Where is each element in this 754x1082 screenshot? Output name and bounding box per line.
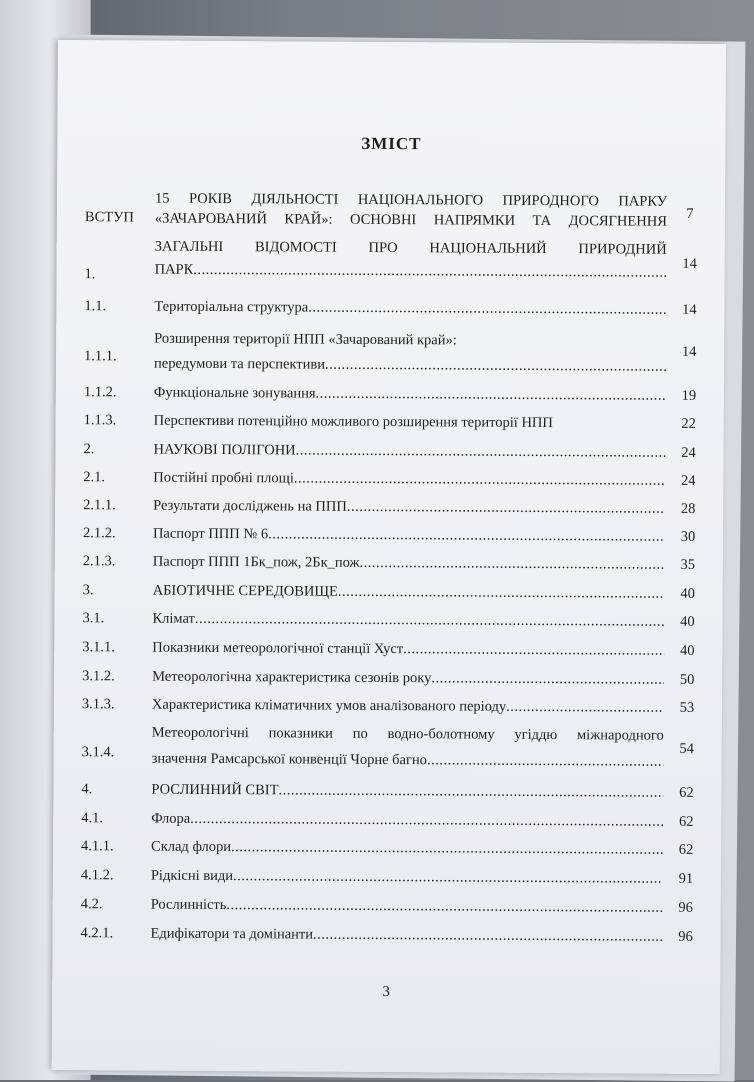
dot-leader (427, 750, 664, 771)
toc-number: 2.1. (83, 469, 106, 486)
dot-leader (268, 524, 665, 546)
toc-title-line: значення Рамсарської конвенції Чорне багно (151, 750, 428, 769)
toc-page: 91 (678, 870, 694, 887)
dot-leader (506, 697, 664, 718)
toc-page: 14 (682, 301, 697, 318)
dot-leader (313, 925, 663, 947)
toc-entry[interactable] (54, 722, 722, 769)
toc-entry[interactable] (55, 495, 723, 517)
toc-page: 62 (679, 784, 694, 801)
dot-leader (347, 497, 665, 519)
toc-page: 50 (679, 671, 695, 688)
toc-title-line: Метеорологічні показники по водно-болотному угіддю міжнародного (151, 724, 664, 744)
toc-title: Метеорологічна характеристика сезонів року (152, 668, 432, 687)
toc-entry[interactable] (53, 894, 721, 916)
toc-number: 2.1.3. (82, 553, 116, 570)
page-number: 3 (382, 983, 390, 1001)
toc-title-line: ПАРК (154, 261, 194, 278)
toc-number: 3.1.3. (81, 696, 115, 713)
dot-leader (296, 440, 666, 462)
toc-number: ВСТУП (84, 209, 134, 226)
toc-entry[interactable] (56, 328, 724, 373)
toc-entry[interactable] (56, 439, 724, 461)
toc-title-line: 15 РОКІВ ДІЯЛЬНОСТІ НАЦІОНАЛЬНОГО ПРИРОДНОГО ПАРКУ (154, 190, 668, 210)
toc-title: Результати досліджень на ППП (153, 497, 347, 515)
toc-entry[interactable] (53, 808, 721, 830)
toc-title: Флора (151, 810, 191, 827)
toc-title: Функціональне зонування (153, 384, 316, 402)
toc-number: 4.2.1. (80, 925, 114, 942)
toc-page: 96 (678, 899, 694, 916)
dot-leader (308, 298, 666, 320)
toc-number: 1.1.1. (84, 348, 117, 365)
toc-title: Рослинність (150, 896, 227, 914)
toc-title-line: Розширення території НПП «Зачарований край»: (154, 330, 457, 349)
toc-entry[interactable] (54, 666, 722, 688)
toc-entry[interactable] (54, 637, 722, 659)
dot-leader (190, 809, 663, 832)
toc-entry[interactable] (53, 836, 721, 858)
toc-title: Паспорт ППП № 6 (152, 525, 269, 543)
toc-number: 4.2. (80, 896, 103, 913)
toc-entry[interactable] (57, 236, 725, 283)
dot-leader (195, 609, 665, 632)
toc-title-line: ЗАГАЛЬНІ ВІДОМОСТІ ПРО НАЦІОНАЛЬНИЙ ПРИРОДНИЙ (154, 238, 667, 258)
toc-entry[interactable] (53, 779, 721, 801)
toc-page: 28 (680, 500, 696, 517)
dot-leader (231, 837, 663, 860)
toc-page: 62 (678, 841, 694, 858)
toc-number: 4. (81, 781, 93, 798)
toc-title: Паспорт ППП 1Бк_пож, 2Бк_пож (152, 553, 360, 571)
toc-entry[interactable] (57, 188, 725, 230)
toc-title: Едифікатори та домінанти (150, 925, 314, 943)
toc-page: 35 (680, 556, 696, 573)
toc-entry[interactable] (53, 865, 721, 887)
toc-title: АБІОТИЧНЕ СЕРЕДОВИЩЕ (152, 582, 338, 600)
toc-number: 3.1.1. (82, 639, 115, 656)
toc-title: Територіальна структура (154, 298, 309, 316)
dot-leader (193, 260, 666, 283)
toc-page: 14 (681, 343, 697, 360)
dot-leader (325, 355, 666, 377)
toc-page: 22 (681, 415, 696, 432)
toc-number: 3.1.4. (81, 744, 115, 761)
toc-title: Показники метеорологічної станції Хуст (152, 639, 404, 658)
dot-leader (294, 468, 666, 490)
toc-number: 1. (84, 266, 96, 283)
page-title: ЗМІСТ (361, 133, 422, 154)
toc-number: 2. (83, 441, 95, 458)
toc-number: 3.1. (82, 610, 105, 627)
dot-leader (431, 668, 664, 689)
toc-entry[interactable] (54, 694, 722, 716)
toc-page: 53 (679, 699, 695, 716)
document-page (52, 40, 726, 1074)
toc-page: 54 (679, 740, 694, 757)
toc-page: 96 (678, 928, 693, 945)
dot-leader (338, 582, 665, 604)
toc-page: 7 (686, 205, 694, 222)
toc-title: РОСЛИННИЙ СВІТ (151, 781, 279, 799)
toc-entry[interactable] (56, 296, 724, 318)
dot-leader (360, 553, 665, 575)
toc-page: 14 (682, 255, 697, 272)
toc-page: 19 (681, 387, 697, 404)
toc-number: 1.1.3. (83, 412, 117, 429)
toc-number: 1.1.2. (83, 384, 117, 401)
toc-number: 3. (82, 582, 94, 599)
toc-number: 4.1.1. (81, 838, 114, 855)
toc-title-line: передумови та перспективи (153, 355, 326, 373)
toc-title: НАУКОВІ ПОЛІГОНИ (153, 441, 296, 459)
toc-number: 2.1.2. (82, 525, 116, 542)
toc-page: 62 (678, 813, 694, 830)
toc-number: 4.1. (81, 810, 104, 827)
toc-page: 24 (681, 444, 696, 461)
toc-entry[interactable] (55, 467, 723, 489)
toc-title: Рідкісні види (150, 867, 234, 885)
toc-page: 30 (680, 528, 696, 545)
toc-title: Клімат (152, 610, 195, 627)
toc-entry[interactable] (56, 382, 724, 404)
toc-title: Склад флори (151, 838, 232, 856)
dot-leader (403, 639, 664, 661)
toc-number: 3.1.2. (82, 668, 115, 685)
toc-page: 40 (680, 585, 695, 602)
toc-title: Перспективи потенційно можливого розширення території НПП (153, 412, 553, 432)
toc-number: 4.1.2. (80, 867, 114, 884)
toc-entry[interactable] (55, 523, 723, 545)
dot-leader (316, 384, 666, 406)
toc-entry[interactable] (55, 608, 723, 630)
toc-entry[interactable] (55, 580, 723, 602)
toc-number: 1.1. (84, 298, 107, 315)
toc-title: Характеристика кліматичних умов аналізованого періоду (151, 696, 507, 715)
dot-leader (233, 866, 663, 889)
toc-title: Постійні пробні площі (153, 469, 294, 487)
toc-number: 2.1.1. (83, 497, 116, 514)
toc-page: 40 (679, 642, 695, 659)
toc-page: 40 (680, 613, 695, 630)
toc-title-line: «ЗАЧАРОВАНИЙ КРАЙ»: ОСНОВНІ НАПРЯМКИ ТА ДОСЯГНЕННЯ (154, 210, 667, 230)
toc-entry[interactable] (55, 551, 723, 573)
toc-entry[interactable] (53, 923, 721, 945)
dot-leader (226, 895, 662, 918)
dot-leader (278, 780, 663, 802)
toc-page: 24 (681, 472, 696, 489)
toc-entry[interactable] (56, 410, 724, 432)
